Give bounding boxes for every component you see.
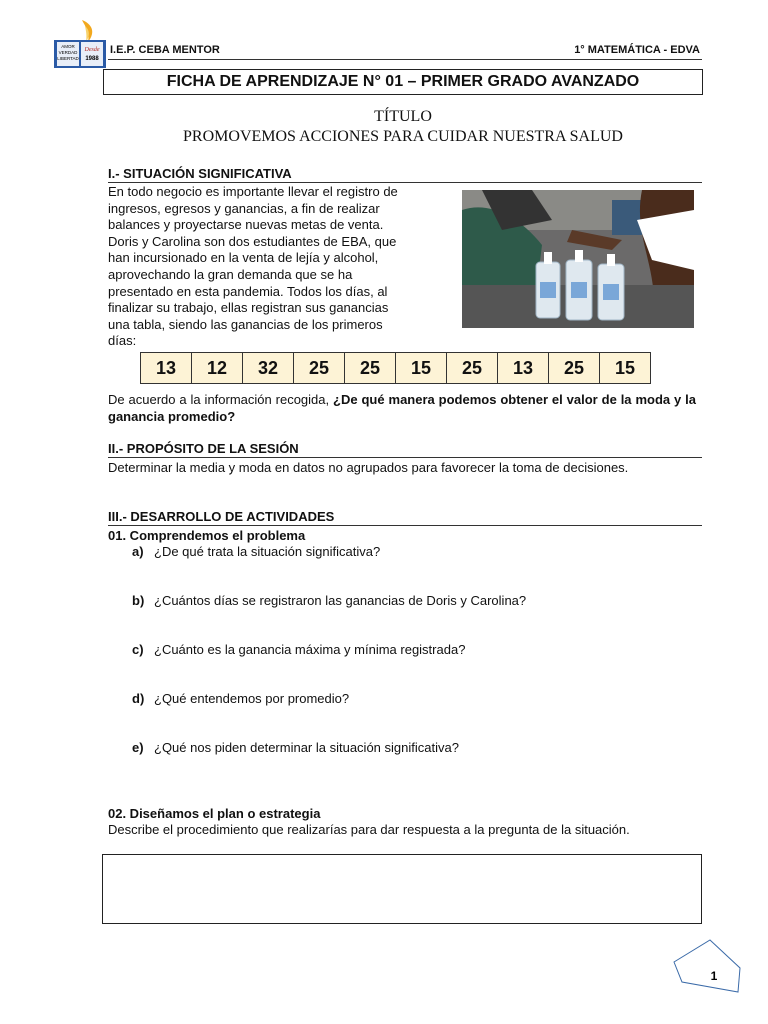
earning-cell: 25 — [294, 353, 345, 384]
earning-cell: 25 — [549, 353, 600, 384]
question-d — [132, 691, 349, 706]
sanitizer-sales-photo — [462, 190, 694, 328]
situation-line: En todo negocio es importante llevar el registro de — [108, 184, 398, 199]
section-2-heading: II.- PROPÓSITO DE LA SESIÓN — [108, 441, 702, 458]
earning-cell: 32 — [243, 353, 294, 384]
logo-text-2: VERDAD — [58, 50, 78, 55]
key-question-bold: ¿De qué manera podemos obtener el valor de la moda y la ganancia promedio? — [108, 392, 696, 424]
earning-cell: 12 — [192, 353, 243, 384]
earning-cell: 15 — [600, 353, 651, 384]
earning-cell: 13 — [498, 353, 549, 384]
situation-text — [108, 184, 451, 350]
page-number-badge — [672, 938, 744, 994]
header-divider — [108, 59, 702, 60]
question-c — [132, 642, 465, 657]
question-text: ¿Cuánto es la ganancia máxima y mínima registrada? — [154, 642, 466, 657]
logo-since: Desde — [84, 47, 100, 53]
logo-text-1: AMOR — [61, 44, 75, 49]
situation-line: balances y proyectarse nuevas metas de venta. — [108, 217, 384, 233]
earning-cell: 15 — [396, 353, 447, 384]
question-letter: c) — [132, 642, 144, 657]
earning-cell: 25 — [447, 353, 498, 384]
question-text: ¿De qué trata la situación significativa? — [154, 544, 381, 559]
question-letter: a) — [132, 544, 144, 559]
question-text: ¿Qué entendemos por promedio? — [154, 691, 350, 706]
key-question-intro: De acuerdo a la información recogida, — [108, 392, 334, 407]
situation-line: días: — [108, 333, 137, 349]
question-b — [132, 593, 526, 608]
grade-label: 1° MATEMÁTICA - EDVA — [574, 44, 700, 56]
earnings-table — [140, 352, 651, 384]
question-text: ¿Qué nos piden determinar la situación significativa? — [154, 740, 459, 755]
situation-line: presentado en esta pandemia. Todos los días, al — [108, 283, 388, 299]
session-purpose: Determinar la media y moda en datos no agrupados para favorecer la toma de decisiones. — [108, 460, 629, 475]
question-a — [132, 544, 380, 559]
key-question — [108, 392, 696, 425]
section-3-heading: III.- DESARROLLO DE ACTIVIDADES — [108, 509, 702, 526]
school-logo — [52, 18, 108, 70]
step-2-instructions: Describe el procedimiento que realizarías para dar respuesta a la pregunta de la situación. — [108, 822, 630, 837]
question-text: ¿Cuántos días se registraron las ganancias de Doris y Carolina? — [154, 593, 527, 608]
page-number: 1 — [710, 969, 718, 983]
situation-line: Doris y Carolina son dos estudiantes de EBA, que — [108, 233, 397, 249]
worksheet-title: FICHA DE APRENDIZAJE N° 01 – PRIMER GRADO AVANZADO — [103, 69, 703, 95]
question-letter: e) — [132, 740, 144, 755]
step-2-heading: 02. Diseñamos el plan o estrategia — [108, 806, 321, 821]
step-1-heading: 01. Comprendemos el problema — [108, 528, 306, 543]
logo-text-3: LIBERTAD — [57, 56, 79, 61]
earning-cell: 13 — [141, 353, 192, 384]
answer-box[interactable] — [102, 854, 702, 924]
situation-line: han incursionado en la venta de lejía y alcohol, — [108, 250, 379, 266]
question-letter: d) — [132, 691, 145, 706]
title-label: TÍTULO — [374, 108, 432, 125]
school-name: I.E.P. CEBA MENTOR — [110, 44, 220, 56]
section-1-heading: I.- SITUACIÓN SIGNIFICATIVA — [108, 166, 702, 183]
situation-line: una tabla, siendo las ganancias de los primeros — [108, 316, 383, 332]
question-e — [132, 740, 459, 755]
logo-year: 1988 — [85, 56, 99, 62]
session-title: PROMOVEMOS ACCIONES PARA CUIDAR NUESTRA SALUD — [183, 128, 623, 145]
question-letter: b) — [132, 593, 145, 608]
situation-line: aprovechando la gran demanda que se ha — [108, 266, 353, 282]
situation-line: finalizar su trabajo, ellas registran sus ganancias — [108, 300, 389, 316]
situation-line: ingresos, egresos y ganancias, a fin de realizar — [108, 200, 380, 216]
earning-cell: 25 — [345, 353, 396, 384]
